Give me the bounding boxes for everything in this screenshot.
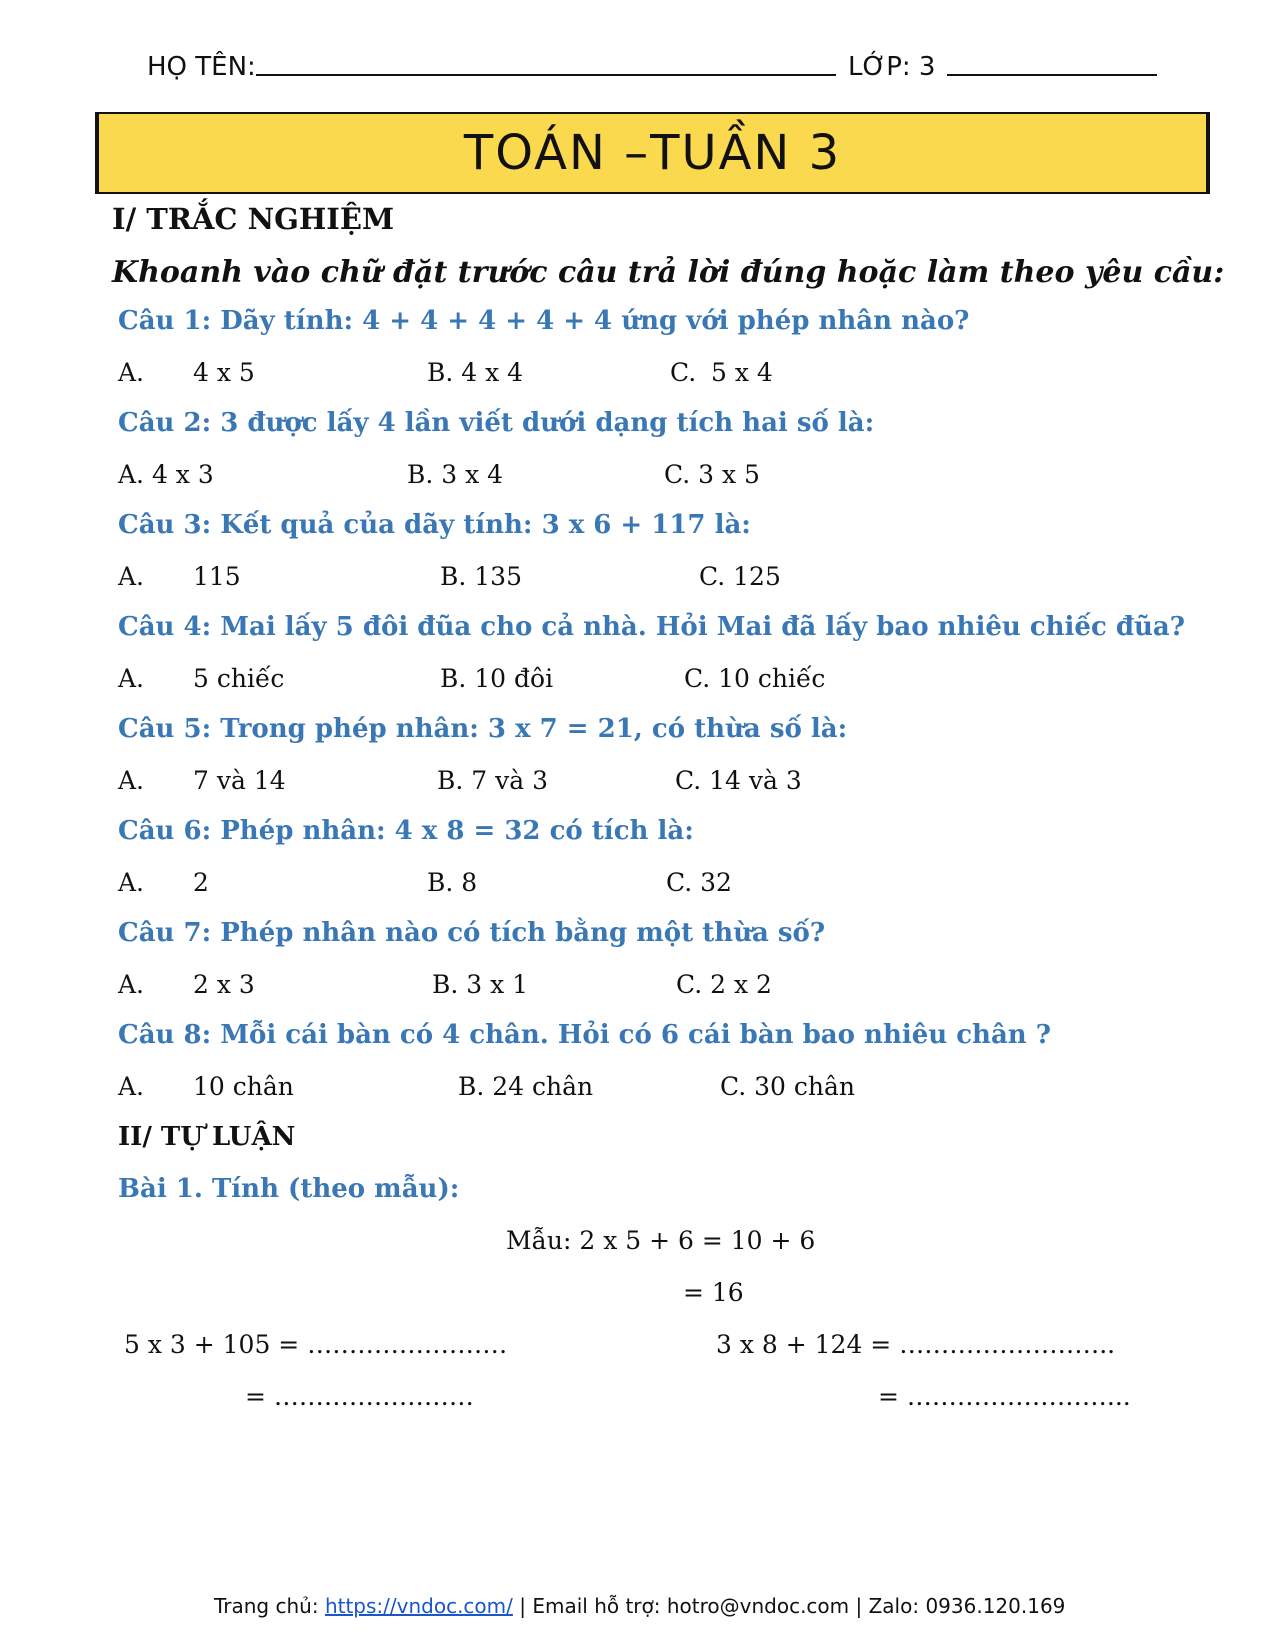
- q5-option-a-label[interactable]: A.: [118, 766, 145, 795]
- question-8: Câu 8: Mỗi cái bàn có 4 chân. Hỏi có 6 cái bàn bao nhiêu chân ?: [118, 1020, 1051, 1050]
- q8-option-c[interactable]: C. 30 chân: [720, 1072, 855, 1101]
- instruction: Khoanh vào chữ đặt trước câu trả lời đúng hoặc làm theo yêu cầu:: [112, 255, 1225, 290]
- q8-option-b[interactable]: B. 24 chân: [458, 1072, 594, 1101]
- q4-option-a[interactable]: 5 chiếc: [193, 664, 285, 693]
- question-7: Câu 7: Phép nhân nào có tích bằng một thừa số?: [118, 918, 826, 948]
- q5-option-b[interactable]: B. 7 và 3: [437, 766, 548, 795]
- class-fill-line[interactable]: [947, 74, 1157, 76]
- q3-option-a[interactable]: 115: [193, 562, 241, 591]
- q6-option-b[interactable]: B. 8: [427, 868, 478, 897]
- q1-option-c-label[interactable]: C.: [670, 358, 697, 387]
- q1-option-a[interactable]: 4 x 5: [193, 358, 255, 387]
- q1-option-b[interactable]: B. 4 x 4: [427, 358, 524, 387]
- exercise-2-line-2[interactable]: = ……………………...: [878, 1382, 1131, 1411]
- question-1: Câu 1: Dãy tính: 4 + 4 + 4 + 4 + 4 ứng với phép nhân nào?: [118, 306, 970, 336]
- exercise-1-line-2[interactable]: = ……………………: [245, 1382, 474, 1411]
- q4-option-b[interactable]: B. 10 đôi: [440, 664, 554, 693]
- class-label: LỚP: 3: [848, 52, 936, 82]
- bai-1-heading: Bài 1. Tính (theo mẫu):: [118, 1174, 460, 1204]
- question-2: Câu 2: 3 được lấy 4 lần viết dưới dạng tích hai số là:: [118, 408, 875, 438]
- q6-option-a-label[interactable]: A.: [118, 868, 145, 897]
- q6-option-a[interactable]: 2: [193, 868, 209, 897]
- name-label: HỌ TÊN:: [147, 52, 256, 82]
- section-2-heading: II/ TỰ LUẬN: [118, 1122, 296, 1152]
- q5-option-a[interactable]: 7 và 14: [193, 766, 286, 795]
- title-banner: [95, 112, 1210, 194]
- q8-option-a[interactable]: 10 chân: [193, 1072, 294, 1101]
- q3-option-b[interactable]: B. 135: [440, 562, 522, 591]
- q1-option-a-label[interactable]: A.: [118, 358, 145, 387]
- q2-option-b[interactable]: B. 3 x 4: [407, 460, 504, 489]
- q7-option-a[interactable]: 2 x 3: [193, 970, 255, 999]
- q2-option-c[interactable]: C. 3 x 5: [664, 460, 760, 489]
- q2-option-a[interactable]: A. 4 x 3: [118, 460, 214, 489]
- q4-option-a-label[interactable]: A.: [118, 664, 145, 693]
- q7-option-b[interactable]: B. 3 x 1: [432, 970, 529, 999]
- q3-option-c[interactable]: C. 125: [699, 562, 781, 591]
- footer-contact: | Email hỗ trợ: hotro@vndoc.com | Zalo: 0936.120.169: [512, 1594, 1066, 1618]
- footer-home-label: Trang chủ:: [214, 1594, 325, 1618]
- page-title: TOÁN –TUẦN 3: [463, 125, 842, 181]
- q4-option-c[interactable]: C. 10 chiếc: [684, 664, 826, 693]
- footer: [214, 1594, 1065, 1618]
- q1-option-c[interactable]: 5 x 4: [711, 358, 773, 387]
- q7-option-a-label[interactable]: A.: [118, 970, 145, 999]
- name-fill-line[interactable]: [256, 74, 836, 76]
- q5-option-c[interactable]: C. 14 và 3: [675, 766, 802, 795]
- question-4: Câu 4: Mai lấy 5 đôi đũa cho cả nhà. Hỏi Mai đã lấy bao nhiêu chiếc đũa?: [118, 612, 1186, 642]
- example-line-2: = 16: [683, 1278, 744, 1307]
- q7-option-c[interactable]: C. 2 x 2: [676, 970, 772, 999]
- question-6: Câu 6: Phép nhân: 4 x 8 = 32 có tích là:: [118, 816, 694, 846]
- footer-home-link[interactable]: https://vndoc.com/: [324, 1594, 513, 1618]
- q8-option-a-label[interactable]: A.: [118, 1072, 145, 1101]
- exercise-1-line-1[interactable]: 5 x 3 + 105 = ……………………: [124, 1330, 508, 1359]
- example-line-1: Mẫu: 2 x 5 + 6 = 10 + 6: [506, 1226, 816, 1255]
- question-3: Câu 3: Kết quả của dãy tính: 3 x 6 + 117 là:: [118, 510, 751, 540]
- q6-option-c[interactable]: C. 32: [666, 868, 732, 897]
- q3-option-a-label[interactable]: A.: [118, 562, 145, 591]
- section-1-heading: I/ TRẮC NGHIỆM: [112, 202, 395, 236]
- exercise-2-line-1[interactable]: 3 x 8 + 124 = ……………………..: [716, 1330, 1116, 1359]
- question-5: Câu 5: Trong phép nhân: 3 x 7 = 21, có thừa số là:: [118, 714, 848, 744]
